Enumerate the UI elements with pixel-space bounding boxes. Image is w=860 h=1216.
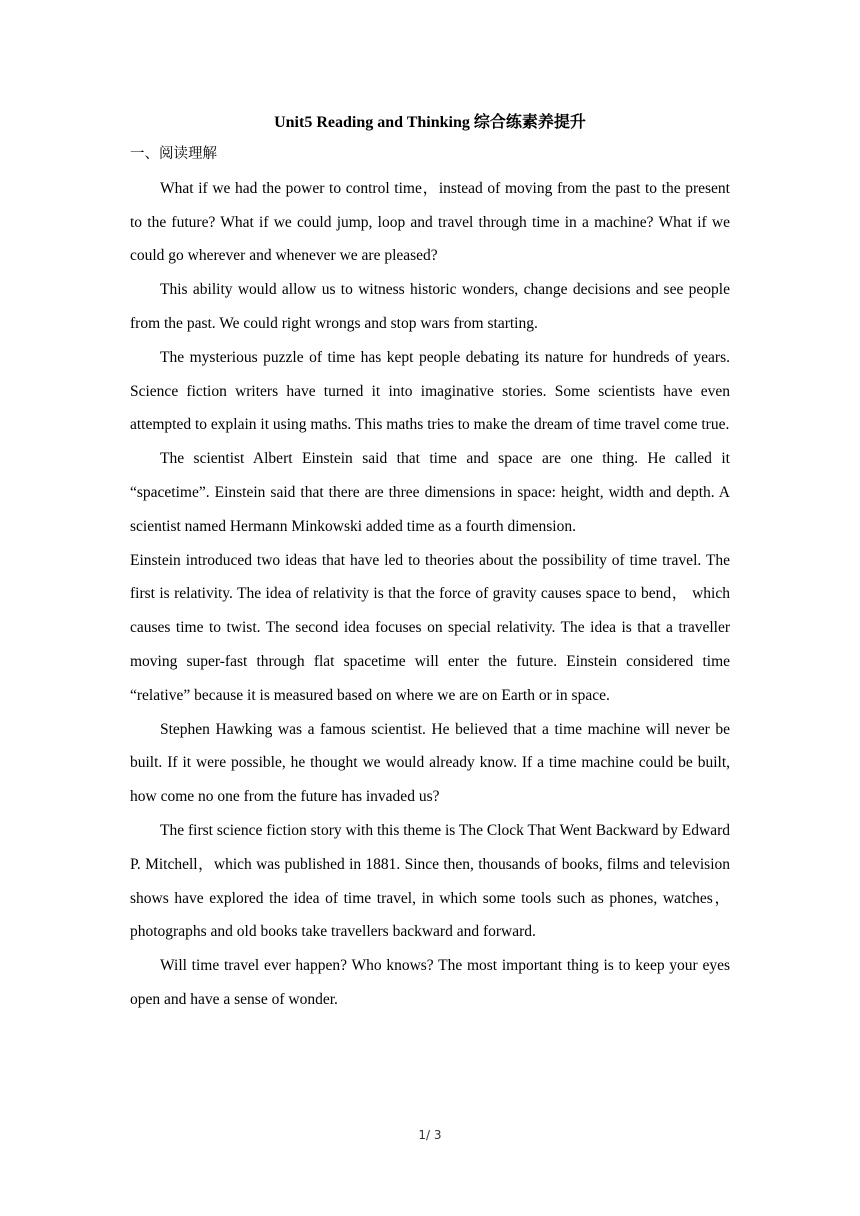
- paragraph-1: What if we had the power to control time，instead of moving from the past to the present to the future? What if we could jump, loop and travel through time in a machine? What if we could go wherever and whenever we are pleased?: [130, 179, 730, 265]
- document-content: [130, 108, 730, 1017]
- paragraph-7: The first science fiction story with this theme is The Clock That Went Backward by Edward P. Mitchell，which was published in 1881. Since then, thousands of books, films and television shows have explored the idea of time travel, in which some tools such as phones, watches， photographs and old books take travellers backward and forward.: [130, 821, 730, 941]
- paragraph-5: Einstein introduced two ideas that have led to theories about the possibility of time travel. The first is relativity. The idea of relativity is that the force of gravity causes space to bend， which causes time to twist. The second idea focuses on special relativity. The idea is that a traveller moving super-fast through flat spacetime will enter the future. Einstein considered time “relative” because it is measured based on where we are on Earth or in space.: [130, 551, 730, 704]
- paragraph-6: Stephen Hawking was a famous scientist. He believed that a time machine will never be built. If it were possible, he thought we would already know. If a time machine could be built, how come no one from the future has invaded us?: [130, 720, 730, 806]
- paragraph-8: Will time travel ever happen? Who knows? The most important thing is to keep your eyes open and have a sense of wonder.: [130, 957, 730, 1008]
- paragraph-2: This ability would allow us to witness historic wonders, change decisions and see people from the past. We could right wrongs and stop wars from starting.: [130, 281, 730, 332]
- paragraph-4: The scientist Albert Einstein said that time and space are one thing. He called it “spacetime”. Einstein said that there are three dimensions in space: height, width and depth. A scientist named Hermann Minkowski added time as a fourth dimension.: [130, 450, 730, 535]
- paragraph-3: The mysterious puzzle of time has kept people debating its nature for hundreds of years. Science fiction writers have turned it into imaginative stories. Some scientists have even attempted to explain it using maths. This maths tries to make the dream of time travel come true.: [130, 348, 730, 434]
- page-number: 1/ 3: [418, 1128, 442, 1142]
- document-title: Unit5 Reading and Thinking 综合练素养提升: [274, 114, 586, 131]
- section-heading: 一、阅读理解: [130, 146, 217, 162]
